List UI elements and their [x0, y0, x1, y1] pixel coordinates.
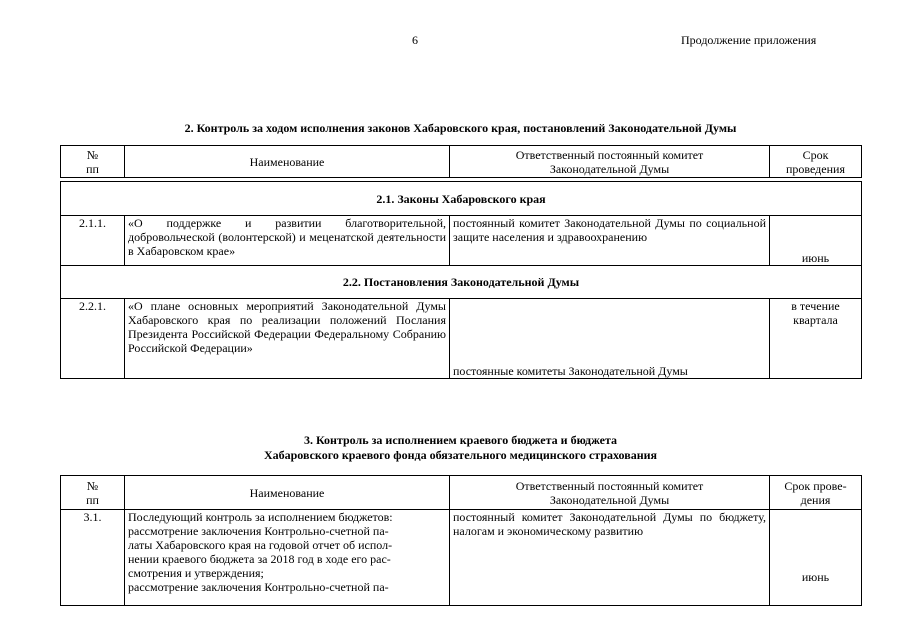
col-committee-header: Ответственный постоянный комитет Законодательной Думы	[450, 146, 770, 178]
col-num-header: № пп	[61, 476, 125, 510]
section-3-title-line-2: Хабаровского краевого фонда обязательного медицинского страхования	[263, 448, 658, 462]
table-header-row	[61, 146, 862, 178]
col-term-header: Срок прове- дения	[770, 476, 862, 510]
row-committee: постоянный комитет Законодательной Думы по социальной защите населения и здравоохранению	[450, 216, 770, 266]
col-name-header: Наименование	[125, 476, 450, 510]
table-row	[61, 299, 862, 379]
section-2-table	[60, 145, 862, 379]
subsection-2-2-title: 2.2. Постановления Законодательной Думы	[61, 266, 862, 299]
row-name: «О поддержке и развитии благотворительной, добровольческой (волонтерской) и меценатской деятельности в Хабаровском крае»	[125, 216, 450, 266]
table-row	[61, 216, 862, 266]
continuation-label: Продолжение приложения	[681, 33, 817, 47]
row-name: «О плане основных мероприятий Законодательной Думы Хабаровского края по реализации положений Послания Президента Российской Федерации Федеральному Собранию Российской Федерации»	[125, 299, 450, 379]
subsection-header-row	[61, 266, 862, 299]
row-num: 3.1.	[61, 510, 125, 606]
row-num: 2.2.1.	[61, 299, 125, 379]
row-term: июнь	[770, 510, 862, 606]
col-name-header: Наименование	[125, 146, 450, 178]
page-number: 6	[412, 33, 418, 47]
subsection-2-1-title: 2.1. Законы Хабаровского края	[61, 182, 862, 216]
table-header-row	[61, 476, 862, 510]
section-3-table	[60, 475, 862, 606]
row-committee: постоянный комитет Законодательной Думы по бюджету, налогам и экономическому развитию	[450, 510, 770, 606]
section-3-title-line-1: 3. Контроль за исполнением краевого бюджета и бюджета	[303, 433, 618, 447]
section-2-title: 2. Контроль за ходом исполнения законов Хабаровского края, постановлений Законодательной Думы	[184, 121, 737, 135]
row-term: в течение квартала	[770, 299, 862, 379]
table-row	[61, 510, 862, 606]
col-committee-header: Ответственный постоянный комитет Законодательной Думы	[450, 476, 770, 510]
row-num: 2.1.1.	[61, 216, 125, 266]
row-term: июнь	[770, 216, 862, 266]
row-committee: постоянные комитеты Законодательной Думы	[450, 299, 770, 379]
col-num-header: № пп	[61, 146, 125, 178]
col-term-header: Срок проведения	[770, 146, 862, 178]
row-name: Последующий контроль за исполнением бюджетов: рассмотрение заключения Контрольно-счетной па- латы Хабаровского края на годовой отчет об испол- нении краевого бюджета за 2018 год в ходе его рас- смотрения и утверждения; рассмотрение заключения Контрольно-счетной па-	[125, 510, 450, 606]
subsection-header-row	[61, 182, 862, 216]
